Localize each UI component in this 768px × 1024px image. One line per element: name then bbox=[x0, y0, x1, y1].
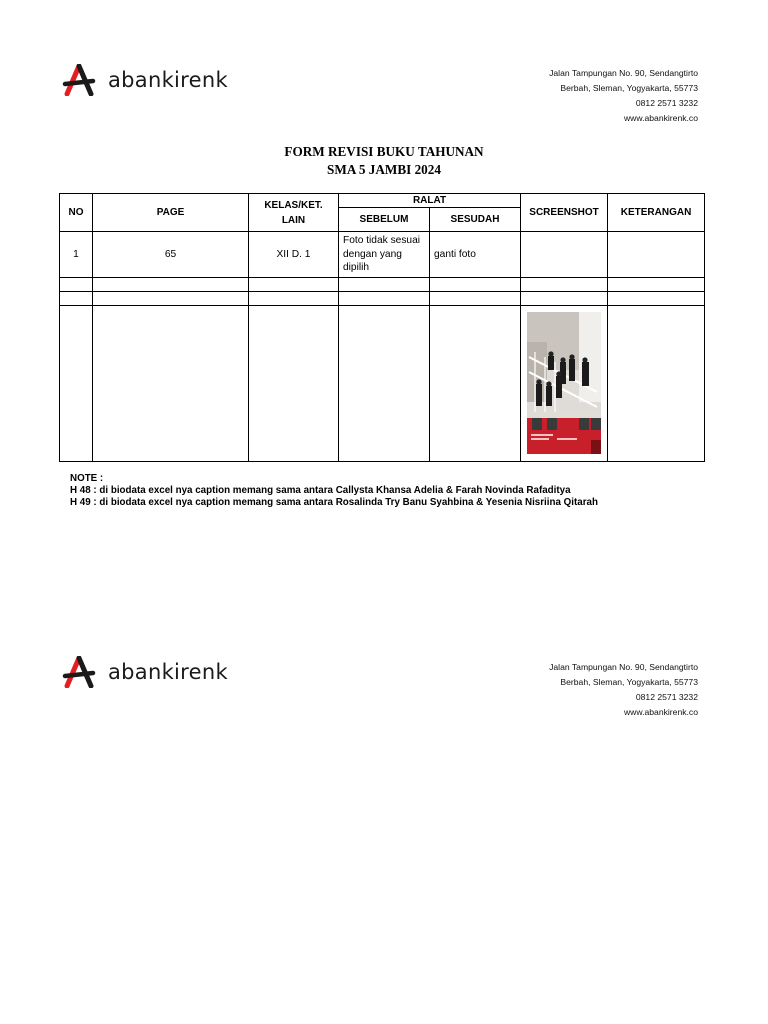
company-address bbox=[549, 660, 698, 720]
note-label: NOTE : bbox=[70, 473, 104, 484]
cell-keterangan bbox=[608, 232, 705, 278]
form-title bbox=[0, 143, 768, 179]
header-kelas: KELAS/KET. LAIN bbox=[249, 194, 339, 232]
revision-table bbox=[59, 193, 705, 462]
address-line: Jalan Tampungan No. 90, Sendangtirto bbox=[549, 662, 698, 672]
cell-sebelum: Foto tidak sesuai dengan yang dipilih bbox=[339, 232, 430, 278]
table-row-screenshot bbox=[60, 305, 705, 461]
company-logo bbox=[62, 62, 262, 98]
cell-kelas: XII D. 1 bbox=[249, 232, 339, 278]
cell-no: 1 bbox=[60, 232, 93, 278]
header-keterangan: KETERANGAN bbox=[608, 194, 705, 232]
header-no: NO bbox=[60, 194, 93, 232]
address-line: Berbah, Sleman, Yogyakarta, 55773 bbox=[560, 83, 698, 93]
screenshot-image bbox=[527, 312, 601, 454]
company-address bbox=[549, 66, 698, 126]
phone-number: 0812 2571 3232 bbox=[635, 692, 698, 702]
abankirenk-logo-icon bbox=[62, 64, 96, 96]
phone-number: 0812 2571 3232 bbox=[635, 98, 698, 108]
cell-sesudah: ganti foto bbox=[430, 232, 521, 278]
website-url: www.abankirenk.co bbox=[623, 707, 698, 717]
cell-screenshot bbox=[521, 232, 608, 278]
note-section bbox=[70, 473, 598, 509]
table-row bbox=[60, 232, 705, 278]
header-ralat: RALAT bbox=[339, 194, 521, 208]
website-url: www.abankirenk.co bbox=[623, 113, 698, 123]
header-sesudah: SESUDAH bbox=[430, 208, 521, 232]
company-logo bbox=[62, 654, 262, 690]
address-line: Berbah, Sleman, Yogyakarta, 55773 bbox=[560, 677, 698, 687]
form-title-line2: SMA 5 JAMBI 2024 bbox=[327, 162, 441, 177]
logo-text: abankirenk bbox=[108, 68, 228, 92]
letterhead-top bbox=[0, 62, 768, 132]
note-line: H 49 : di biodata excel nya caption memang sama antara Rosalinda Try Banu Syahbina & Yesenia Nisriina Qitarah bbox=[70, 497, 598, 508]
table-row-empty bbox=[60, 291, 705, 305]
cell-page: 65 bbox=[93, 232, 249, 278]
table-row-empty bbox=[60, 277, 705, 291]
yearbook-page-thumbnail bbox=[527, 312, 601, 454]
form-title-line1: FORM REVISI BUKU TAHUNAN bbox=[284, 144, 484, 159]
logo-text: abankirenk bbox=[108, 660, 228, 684]
address-line: Jalan Tampungan No. 90, Sendangtirto bbox=[549, 68, 698, 78]
header-page: PAGE bbox=[93, 194, 249, 232]
cell-screenshot-image bbox=[521, 305, 608, 461]
abankirenk-logo-icon bbox=[62, 656, 96, 688]
header-screenshot: SCREENSHOT bbox=[521, 194, 608, 232]
letterhead-bottom bbox=[0, 654, 768, 724]
header-sebelum: SEBELUM bbox=[339, 208, 430, 232]
note-line: H 48 : di biodata excel nya caption memang sama antara Callysta Khansa Adelia & Farah Novinda Rafaditya bbox=[70, 485, 571, 496]
